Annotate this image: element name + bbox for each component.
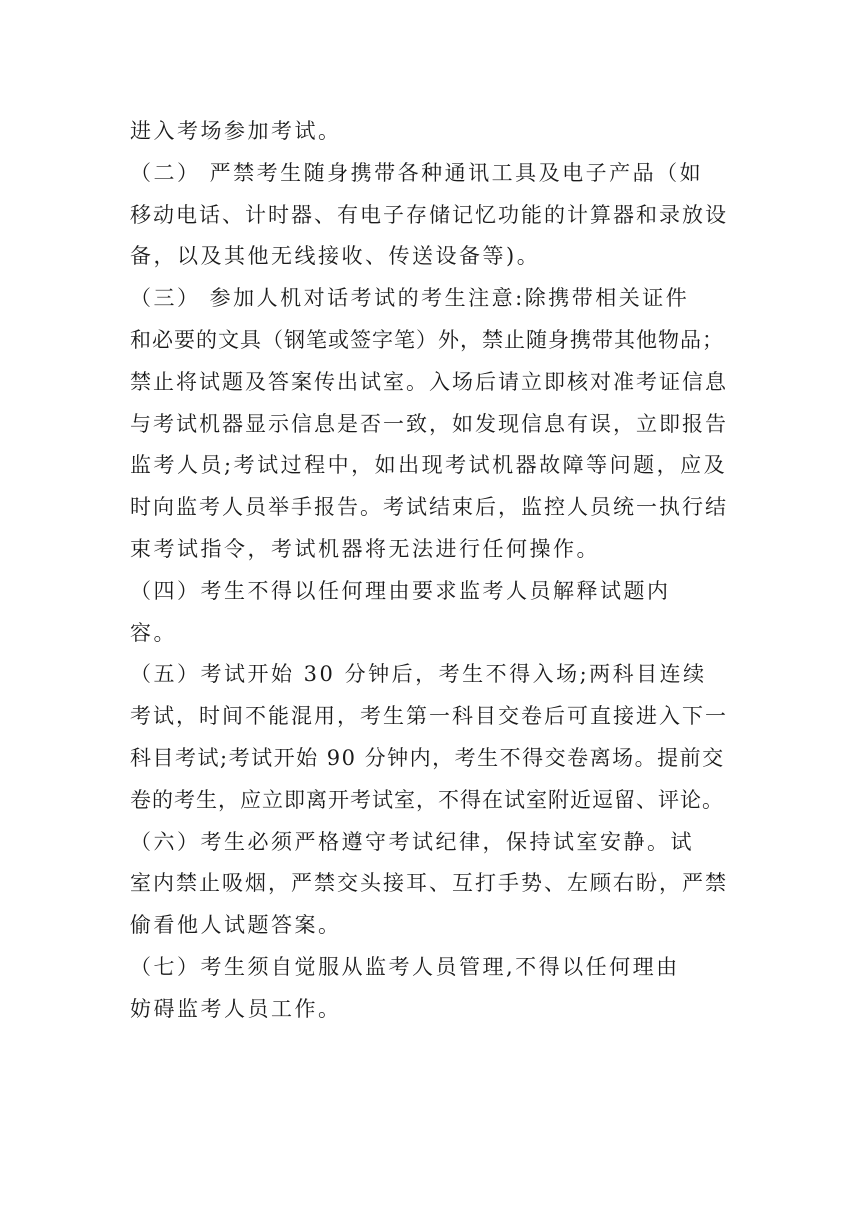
text-line: （五）考试开始 30 分钟后，考生不得入场;两科目连续 — [130, 662, 707, 687]
text-line: 和必要的文具（钢笔或签字笔）外，禁止随身携带其他物品； — [130, 327, 724, 352]
text-line: 妨碍监考人员工作。 — [130, 996, 342, 1021]
text-line: 进入考场参加考试。 — [130, 119, 342, 143]
text-line: 监考人员;考试过程中，如出现考试机器故障等问题，应及 — [130, 453, 728, 478]
text-line: 科目考试;考试开始 90 分钟内，考生不得交卷离场。提前交 — [130, 745, 725, 770]
text-line: 容。 — [130, 620, 177, 645]
document-body — [130, 111, 730, 1031]
text-line: 与考试机器显示信息是否一致，如发现信息有误，立即报告 — [130, 411, 728, 436]
text-line: 禁止将试题及答案传出试室。入场后请立即核对准考证信息 — [130, 369, 728, 394]
text-line: 考试，时间不能混用，考生第一科目交卷后可直接进入下一 — [130, 704, 728, 729]
text-line: 备，以及其他无线接收、传送设备等)。 — [130, 244, 541, 269]
text-line: （七）考生须自觉服从监考人员管理,不得以任何理由 — [130, 954, 680, 979]
text-line: 束考试指令，考试机器将无法进行任何操作。 — [130, 536, 600, 561]
text-line: 室内禁止吸烟，严禁交头接耳、互打手势、左顾右盼，严禁 — [130, 871, 728, 896]
text-line: 卷的考生，应立即离开考试室，不得在试室附近逗留、评论。 — [130, 787, 724, 812]
text-line: 时向监考人员举手报告。考试结束后，监控人员统一执行结 — [130, 495, 728, 520]
text-line: 偷看他人试题答案。 — [130, 913, 342, 938]
text-line: （三） 参加人机对话考试的考生注意:除携带相关证件 — [130, 286, 690, 311]
text-line: 移动电话、计时器、有电子存储记忆功能的计算器和录放设 — [130, 202, 728, 227]
text-line: （二） 严禁考生随身携带各种通讯工具及电子产品（如 — [130, 160, 704, 185]
text-line: （四）考生不得以任何理由要求监考人员解释试题内 — [130, 578, 671, 603]
text-line: （六）考生必须严格遵守考试纪律，保持试室安静。试 — [130, 829, 694, 854]
